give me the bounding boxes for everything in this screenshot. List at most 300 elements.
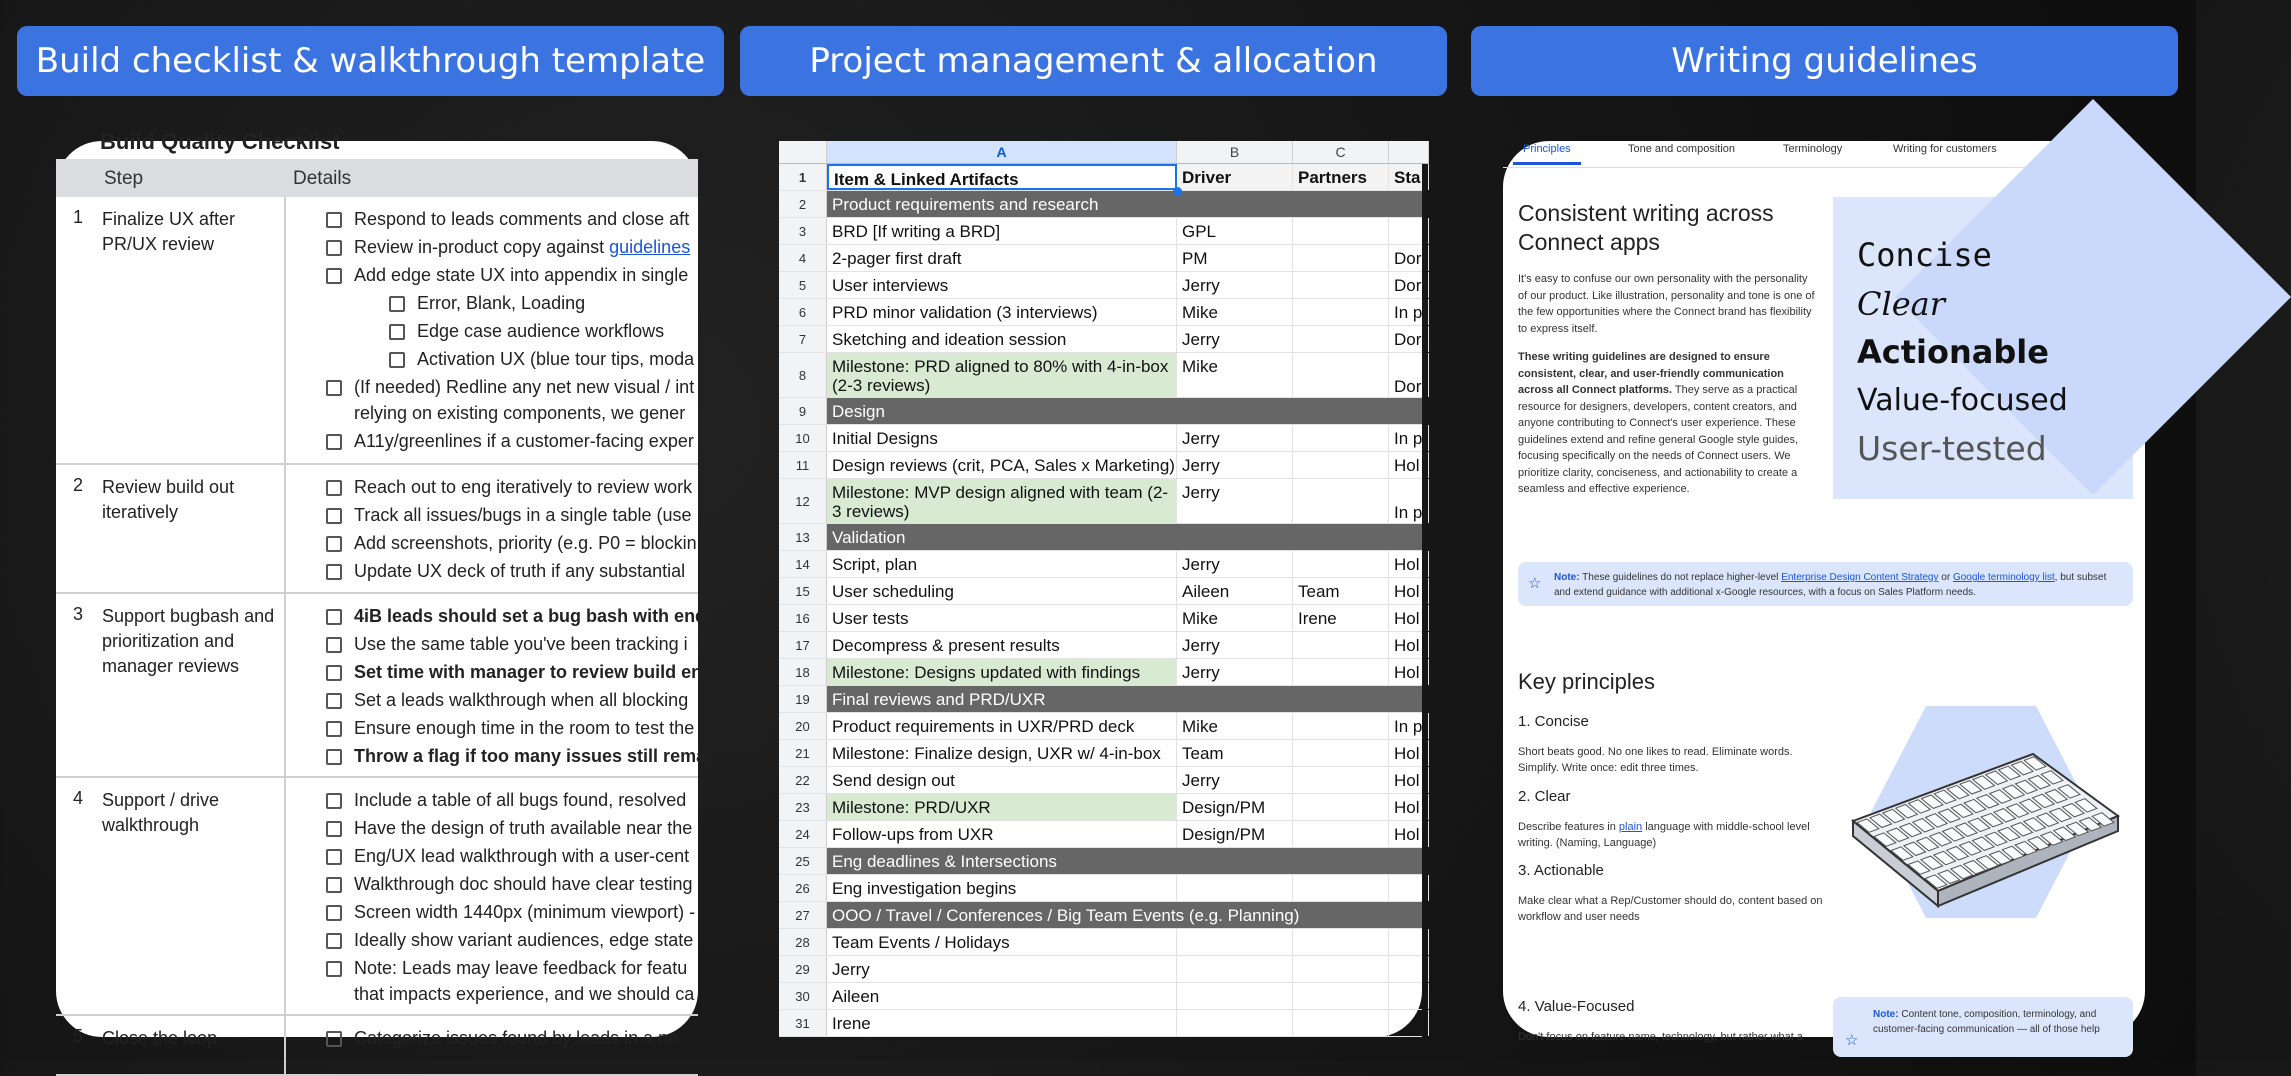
cell-b[interactable]: Jerry	[1177, 479, 1293, 523]
cell-c[interactable]	[1293, 875, 1389, 901]
cell-d[interactable]: Dor	[1389, 245, 1429, 271]
checklist-item	[326, 686, 746, 714]
cell-a[interactable]: Product requirements in UXR/PRD deck	[827, 713, 1177, 739]
cell-b[interactable]: Design/PM	[1177, 794, 1293, 820]
cell-d[interactable]: In p	[1389, 425, 1429, 451]
row-number[interactable]: 11	[779, 452, 827, 478]
checklist-item-text: Review in-product copy against	[354, 237, 610, 257]
cell-d[interactable]: Hol	[1389, 767, 1429, 793]
cell-d[interactable]	[1389, 218, 1429, 244]
header-build-checklist[interactable]: Build checklist & walkthrough template	[17, 26, 724, 96]
sheet-row	[779, 983, 1422, 1010]
checklist-item	[326, 714, 746, 742]
link-enterprise-design[interactable]: Enterprise Design Content Strategy	[1781, 572, 1939, 583]
hero-word-user-tested: User-tested	[1857, 429, 2047, 468]
checkbox[interactable]	[326, 821, 342, 837]
cell-a[interactable]: Decompress & present results	[827, 632, 1177, 658]
cell-b[interactable]: Jerry	[1177, 767, 1293, 793]
checklist-item-text: Ideally show variant audiences, edge state	[354, 930, 694, 950]
row-number[interactable]: 4	[779, 245, 827, 271]
cell-a[interactable]: Validation	[832, 528, 906, 547]
row-number[interactable]: 22	[779, 767, 827, 793]
checklist-item	[326, 602, 746, 630]
step-details	[326, 1024, 746, 1052]
keyboard-icon	[1833, 706, 2133, 956]
checklist-item-text: Use the same table you've been tracking i	[354, 634, 688, 654]
row-number[interactable]: 2	[779, 191, 827, 217]
cell-b[interactable]: Jerry	[1177, 326, 1293, 352]
cell-c[interactable]	[1293, 713, 1389, 739]
principle-1-title: 1. Concise	[1518, 713, 1589, 730]
hero-word-clear: Clear	[1857, 284, 1946, 323]
checklist-item	[326, 529, 746, 557]
checklist-item-text: Add edge state UX into appendix in single	[354, 265, 689, 285]
cell-c[interactable]	[1293, 740, 1389, 766]
row-number[interactable]: 31	[779, 1010, 827, 1036]
sheet-row	[779, 605, 1422, 632]
row-number[interactable]: 19	[779, 686, 827, 712]
cell-a[interactable]: Milestone: PRD aligned to 80% with 4-in-box (2-3 reviews)	[827, 353, 1177, 397]
checkbox[interactable]	[326, 665, 342, 681]
row-number[interactable]: 3	[779, 218, 827, 244]
step-name: Support bugbash and prioritization and manager reviews	[102, 606, 275, 676]
checklist-item	[326, 926, 746, 954]
checklist-row	[56, 1016, 698, 1076]
checklist-item	[326, 501, 746, 529]
cell-a[interactable]: User tests	[827, 605, 1177, 631]
cell-c[interactable]	[1293, 956, 1389, 982]
cell-a[interactable]: Sketching and ideation session	[827, 326, 1177, 352]
cell-c[interactable]	[1293, 794, 1389, 820]
cell-a[interactable]: Design reviews (crit, PCA, Sales x Marketing)	[827, 452, 1177, 478]
checkbox[interactable]	[326, 536, 342, 552]
cell-b[interactable]: GPL	[1177, 218, 1293, 244]
row-number[interactable]: 10	[779, 425, 827, 451]
cell-c[interactable]	[1293, 1010, 1389, 1036]
cell-a[interactable]: Send design out	[827, 767, 1177, 793]
note-callout-2	[1833, 997, 2133, 1057]
cell-c[interactable]	[1293, 821, 1389, 847]
cell-d[interactable]: Dor	[1389, 272, 1429, 298]
checkbox[interactable]	[389, 352, 405, 368]
checkbox[interactable]	[326, 693, 342, 709]
checklist-table	[56, 197, 707, 1076]
cell-c[interactable]	[1293, 353, 1389, 397]
cell-a[interactable]: Final reviews and PRD/UXR	[832, 690, 1046, 709]
checkbox[interactable]	[326, 240, 342, 256]
checkbox[interactable]	[326, 721, 342, 737]
principle-2-body-pre: Describe features in	[1518, 821, 1619, 833]
checkbox[interactable]	[389, 324, 405, 340]
cell-a[interactable]: Eng deadlines & Intersections	[832, 852, 1057, 871]
cell-c[interactable]	[1293, 632, 1389, 658]
note-or: or	[1938, 572, 1953, 583]
sheet-row	[779, 848, 1422, 875]
header-writing-guidelines[interactable]: Writing guidelines	[1471, 26, 2178, 96]
checklist-item	[326, 870, 746, 898]
row-number[interactable]: 18	[779, 659, 827, 685]
step-number: 5	[73, 1026, 84, 1046]
cell-d[interactable]	[1389, 956, 1429, 982]
cell-c[interactable]	[1293, 551, 1389, 577]
sheet-row	[779, 425, 1422, 452]
cell-b[interactable]: Mike	[1177, 605, 1293, 631]
principle-1-body: Short beats good. No one likes to read. Eliminate words. Simplify. Write once: edit three times.	[1518, 746, 1793, 774]
row-number[interactable]: 5	[779, 272, 827, 298]
sheet-row	[779, 479, 1422, 524]
cell-c[interactable]	[1293, 326, 1389, 352]
step-name: Finalize UX after PR/UX review	[102, 209, 236, 254]
step-number: 1	[73, 207, 84, 227]
cell-b[interactable]: Mike	[1177, 299, 1293, 325]
cell-b[interactable]: Jerry	[1177, 659, 1293, 685]
cell-b[interactable]: Team	[1177, 740, 1293, 766]
checklist-item-text: Edge case audience workflows	[417, 321, 665, 341]
sheet-row	[779, 452, 1422, 479]
sheet-row	[779, 299, 1422, 326]
cell-a[interactable]: User scheduling	[827, 578, 1177, 604]
checklist-item	[326, 742, 746, 770]
sheet-row	[779, 245, 1422, 272]
page-title: Consistent writing across Connect apps	[1518, 200, 1774, 255]
sheet-row	[779, 524, 1422, 551]
sheet-row	[779, 686, 1422, 713]
step-number: 4	[73, 788, 84, 808]
hero-word-value-focused: Value-focused	[1857, 382, 2068, 418]
checkbox[interactable]	[326, 480, 342, 496]
sheet-row	[779, 929, 1422, 956]
cell-d[interactable]	[1389, 875, 1429, 901]
cell-b[interactable]: Aileen	[1177, 578, 1293, 604]
col-details-header: Details	[293, 168, 352, 189]
checklist-item	[326, 205, 746, 233]
sheet-row	[779, 767, 1422, 794]
spreadsheet-card	[779, 141, 1422, 1037]
row-number[interactable]: 20	[779, 713, 827, 739]
principle-3-title: 3. Actionable	[1518, 862, 1604, 879]
checkbox[interactable]	[326, 637, 342, 653]
cell-a[interactable]: 2-pager first draft	[827, 245, 1177, 271]
cell-a[interactable]: Milestone: MVP design aligned with team (2-3 reviews)	[827, 479, 1177, 523]
row-number[interactable]: 7	[779, 326, 827, 352]
row-number[interactable]: 29	[779, 956, 827, 982]
row-number[interactable]: 23	[779, 794, 827, 820]
row-number[interactable]: 21	[779, 740, 827, 766]
column-divider	[284, 778, 286, 1014]
checkbox[interactable]	[326, 749, 342, 765]
cell-a[interactable]: Irene	[827, 1010, 1177, 1036]
note-callout	[1518, 562, 2133, 606]
cell-b[interactable]	[1177, 956, 1293, 982]
checklist-item	[326, 473, 746, 501]
checklist-item-text: Have the design of truth available near the	[354, 818, 693, 838]
cell-d[interactable]: Dor	[1389, 326, 1429, 352]
cell-a[interactable]: Aileen	[827, 983, 1177, 1009]
cell-a[interactable]: Milestone: Designs updated with findings	[827, 659, 1177, 685]
step-details	[326, 602, 746, 770]
cell-a[interactable]: Design	[832, 402, 885, 421]
cell-d[interactable]: Hol	[1389, 659, 1429, 685]
cell-d[interactable]	[1389, 1010, 1429, 1036]
hero-word-concise: Concise	[1857, 236, 1992, 274]
checkbox[interactable]	[326, 849, 342, 865]
cell-a[interactable]: Script, plan	[827, 551, 1177, 577]
checklist-item	[326, 401, 746, 427]
cell-d[interactable]: In p	[1389, 299, 1429, 325]
row-number[interactable]: 13	[779, 524, 827, 550]
keyboard-illustration	[1833, 706, 2133, 956]
step-details	[326, 786, 746, 1008]
cell-b[interactable]	[1177, 929, 1293, 955]
checkbox[interactable]	[326, 933, 342, 949]
sheet-row	[779, 398, 1422, 425]
checklist-item	[326, 373, 746, 401]
checklist-item	[326, 658, 746, 686]
step-name: Review build out iteratively	[102, 477, 235, 522]
checklist-item-text: 4iB leads should set a bug bash with end	[354, 606, 707, 626]
principle-2-body-post: language with middle-school level writing. (Naming, Language)	[1518, 821, 1810, 849]
cell-b[interactable]: Mike	[1177, 713, 1293, 739]
checkbox[interactable]	[326, 877, 342, 893]
cell-b[interactable]: Jerry	[1177, 272, 1293, 298]
cell-d[interactable]: Sta	[1389, 164, 1429, 190]
row-number[interactable]: 1	[779, 164, 827, 190]
cell-a[interactable]: Initial Designs	[827, 425, 1177, 451]
checkbox[interactable]	[326, 380, 342, 396]
cell-b[interactable]: Driver	[1177, 164, 1293, 190]
cell-b[interactable]	[1177, 983, 1293, 1009]
hero-word-actionable: Actionable	[1857, 333, 2049, 371]
sheet-row	[779, 1010, 1422, 1037]
col-header-d[interactable]	[1389, 141, 1429, 164]
cell-a[interactable]: Follow-ups from UXR	[827, 821, 1177, 847]
cell-c[interactable]	[1293, 272, 1389, 298]
cell-c[interactable]	[1293, 983, 1389, 1009]
cell-d[interactable]	[1389, 983, 1429, 1009]
cell-c[interactable]: Team	[1293, 578, 1389, 604]
cell-b[interactable]: Design/PM	[1177, 821, 1293, 847]
star-icon: ☆	[1528, 575, 1542, 592]
row-number[interactable]: 9	[779, 398, 827, 424]
sheet-row	[779, 191, 1422, 218]
tab-writing-customers[interactable]: Writing for customers	[1893, 143, 1997, 155]
sheet-row	[779, 902, 1422, 929]
cell-a[interactable]: PRD minor validation (3 interviews)	[827, 299, 1177, 325]
checklist-item	[389, 317, 746, 345]
cell-d[interactable]: Dor	[1389, 353, 1429, 397]
cell-d[interactable]: In p	[1389, 479, 1429, 523]
table-header	[56, 159, 698, 197]
sheet-row	[779, 875, 1422, 902]
cell-c[interactable]	[1293, 218, 1389, 244]
step-details	[326, 473, 746, 585]
sheet-row	[779, 821, 1422, 848]
cell-c[interactable]	[1293, 245, 1389, 271]
purpose-bold: These writing guidelines are designed to ensure consistent, clear, and user-friendly communication across all Connect platforms.	[1518, 351, 1784, 396]
sheet-row	[779, 794, 1422, 821]
checkbox[interactable]	[326, 268, 342, 284]
cell-b[interactable]	[1177, 875, 1293, 901]
cell-d[interactable]: Hol	[1389, 605, 1429, 631]
column-divider	[284, 1016, 286, 1074]
checklist-item	[326, 954, 746, 982]
principle-2-body	[1518, 819, 1823, 851]
cell-a[interactable]: Item & Linked Artifacts	[827, 164, 1177, 190]
cell-d[interactable]	[1389, 929, 1429, 955]
cell-a[interactable]: OOO / Travel / Conferences / Big Team Events (e.g. Planning)	[832, 906, 1300, 925]
row-number[interactable]: 17	[779, 632, 827, 658]
checkbox[interactable]	[389, 296, 405, 312]
step-number: 2	[73, 475, 84, 495]
col-header-a[interactable]: A	[827, 141, 1177, 164]
col-header-b[interactable]: B	[1177, 141, 1293, 164]
corner-cell[interactable]	[779, 141, 827, 164]
sheet-row	[779, 632, 1422, 659]
cell-b[interactable]: Jerry	[1177, 452, 1293, 478]
column-divider	[284, 465, 286, 592]
checklist-item	[326, 427, 746, 455]
sheet-row	[779, 326, 1422, 353]
sheet-row	[779, 659, 1422, 686]
cell-b[interactable]: PM	[1177, 245, 1293, 271]
cell-d[interactable]: Hol	[1389, 452, 1429, 478]
checklist-item-text: Throw a flag if too many issues still rema	[354, 746, 707, 766]
cell-c[interactable]	[1293, 479, 1389, 523]
cell-d[interactable]: Hol	[1389, 740, 1429, 766]
cell-b[interactable]: Jerry	[1177, 551, 1293, 577]
sheet-row	[779, 218, 1422, 245]
intro-paragraph: It's easy to confuse our own personality with the personality of our product. Like illustration, personality and tone is one of the few opportunities where the Connect brand has flexibility to express itself.	[1518, 273, 1815, 335]
row-number[interactable]: 27	[779, 902, 827, 928]
row-number[interactable]: 25	[779, 848, 827, 874]
checklist-item	[326, 814, 746, 842]
cell-c[interactable]	[1293, 299, 1389, 325]
cell-c[interactable]	[1293, 659, 1389, 685]
cell-b[interactable]: Mike	[1177, 353, 1293, 397]
note-text: These guidelines do not replace higher-level	[1579, 572, 1782, 583]
tab-tone[interactable]: Tone and composition	[1628, 143, 1736, 155]
checklist-item	[326, 261, 746, 289]
cell-d[interactable]: Hol	[1389, 632, 1429, 658]
sheet-row	[779, 551, 1422, 578]
cell-b[interactable]	[1177, 1010, 1293, 1036]
header-project-management[interactable]: Project management & allocation	[740, 26, 1447, 96]
key-principles-heading: Key principles	[1518, 669, 1655, 694]
checklist-item-text: relying on existing components, we gener	[354, 403, 686, 423]
checkbox[interactable]	[326, 793, 342, 809]
checkbox[interactable]	[326, 212, 342, 228]
checklist-item	[326, 630, 746, 658]
cell-d[interactable]: Hol	[1389, 578, 1429, 604]
cell-a[interactable]: Product requirements and research	[832, 195, 1099, 214]
cell-c[interactable]	[1293, 929, 1389, 955]
row-number[interactable]: 6	[779, 299, 827, 325]
checklist-item-text: Error, Blank, Loading	[417, 293, 586, 313]
cell-a[interactable]: BRD [If writing a BRD]	[827, 218, 1177, 244]
selection-handle[interactable]	[1173, 187, 1182, 196]
checklist-item-text: A11y/greenlines if a customer-facing exper	[354, 431, 694, 451]
checkbox[interactable]	[326, 434, 342, 450]
column-divider	[284, 594, 286, 776]
checklist-item-text: Track all issues/bugs in a single table (use	[354, 505, 692, 525]
row-number[interactable]: 8	[779, 353, 827, 397]
guidelines-link[interactable]: guidelines	[609, 237, 691, 257]
doc-title: Build Quality Checklist	[100, 129, 340, 154]
cell-c[interactable]: Irene	[1293, 605, 1389, 631]
cell-c[interactable]	[1293, 452, 1389, 478]
tab-principles[interactable]: Principles	[1513, 143, 1581, 165]
cell-a[interactable]: User interviews	[827, 272, 1177, 298]
row-number[interactable]: 12	[779, 479, 827, 523]
cell-a[interactable]: Milestone: Finalize design, UXR w/ 4-in-box	[827, 740, 1177, 766]
checklist-item-text: Respond to leads comments and close aft	[354, 209, 690, 229]
sheet-row	[779, 740, 1422, 767]
checkbox[interactable]	[326, 609, 342, 625]
link-terminology-list[interactable]: Google terminology list	[1952, 572, 2055, 583]
checklist-item-text: Walkthrough doc should have clear testing	[354, 874, 693, 894]
row-number[interactable]: 28	[779, 929, 827, 955]
row-number[interactable]: 14	[779, 551, 827, 577]
cell-a[interactable]: Eng investigation begins	[827, 875, 1177, 901]
row-number[interactable]: 15	[779, 578, 827, 604]
cell-b[interactable]: Jerry	[1177, 632, 1293, 658]
row-number[interactable]: 16	[779, 605, 827, 631]
tab-terminology[interactable]: Terminology	[1783, 143, 1843, 155]
cell-d[interactable]: In p	[1389, 713, 1429, 739]
checklist-item	[389, 345, 746, 373]
row-number[interactable]: 30	[779, 983, 827, 1009]
checkbox[interactable]	[326, 508, 342, 524]
col-step-header: Step	[104, 168, 144, 189]
cell-c[interactable]	[1293, 425, 1389, 451]
cell-d[interactable]: Hol	[1389, 551, 1429, 577]
row-number[interactable]: 26	[779, 875, 827, 901]
checklist-item-text: Set a leads walkthrough when all blocking	[354, 690, 689, 710]
checkbox[interactable]	[326, 564, 342, 580]
checklist-item-text: Update UX deck of truth if any substantial	[354, 561, 686, 581]
cell-b[interactable]: Jerry	[1177, 425, 1293, 451]
cell-a[interactable]: Milestone: PRD/UXR	[827, 794, 1177, 820]
cell-a[interactable]: Jerry	[827, 956, 1177, 982]
checklist-item-text: Set time with manager to review build en	[354, 662, 703, 682]
link-plain[interactable]: plain	[1618, 821, 1643, 833]
purpose-paragraph	[1518, 349, 1818, 498]
cell-d[interactable]: Hol	[1389, 821, 1429, 847]
sheet-row	[779, 272, 1422, 299]
cell-d[interactable]: Hol	[1389, 794, 1429, 820]
cell-c[interactable]	[1293, 767, 1389, 793]
cell-a[interactable]: Team Events / Holidays	[827, 929, 1177, 955]
note2-label: Note:	[1873, 1009, 1899, 1020]
sheet-row	[779, 956, 1422, 983]
column-divider	[284, 197, 286, 463]
col-header-c[interactable]: C	[1293, 141, 1389, 164]
cell-c[interactable]: Partners	[1293, 164, 1389, 190]
checkbox[interactable]	[326, 905, 342, 921]
checklist-item	[326, 557, 746, 585]
checklist-row	[56, 465, 698, 594]
checklist-item	[326, 842, 746, 870]
checklist-item	[326, 898, 746, 926]
principle-4-body: Don't focus on feature name, technology, but rather what a	[1518, 1031, 1804, 1043]
checkbox[interactable]	[326, 961, 342, 977]
step-number: 3	[73, 604, 84, 624]
checkbox[interactable]	[326, 1031, 342, 1047]
step-name: Close the loop	[102, 1028, 218, 1048]
checklist-item-text: Ensure enough time in the room to test the	[354, 718, 695, 738]
hero-illustration	[1833, 197, 2133, 499]
row-number[interactable]: 24	[779, 821, 827, 847]
